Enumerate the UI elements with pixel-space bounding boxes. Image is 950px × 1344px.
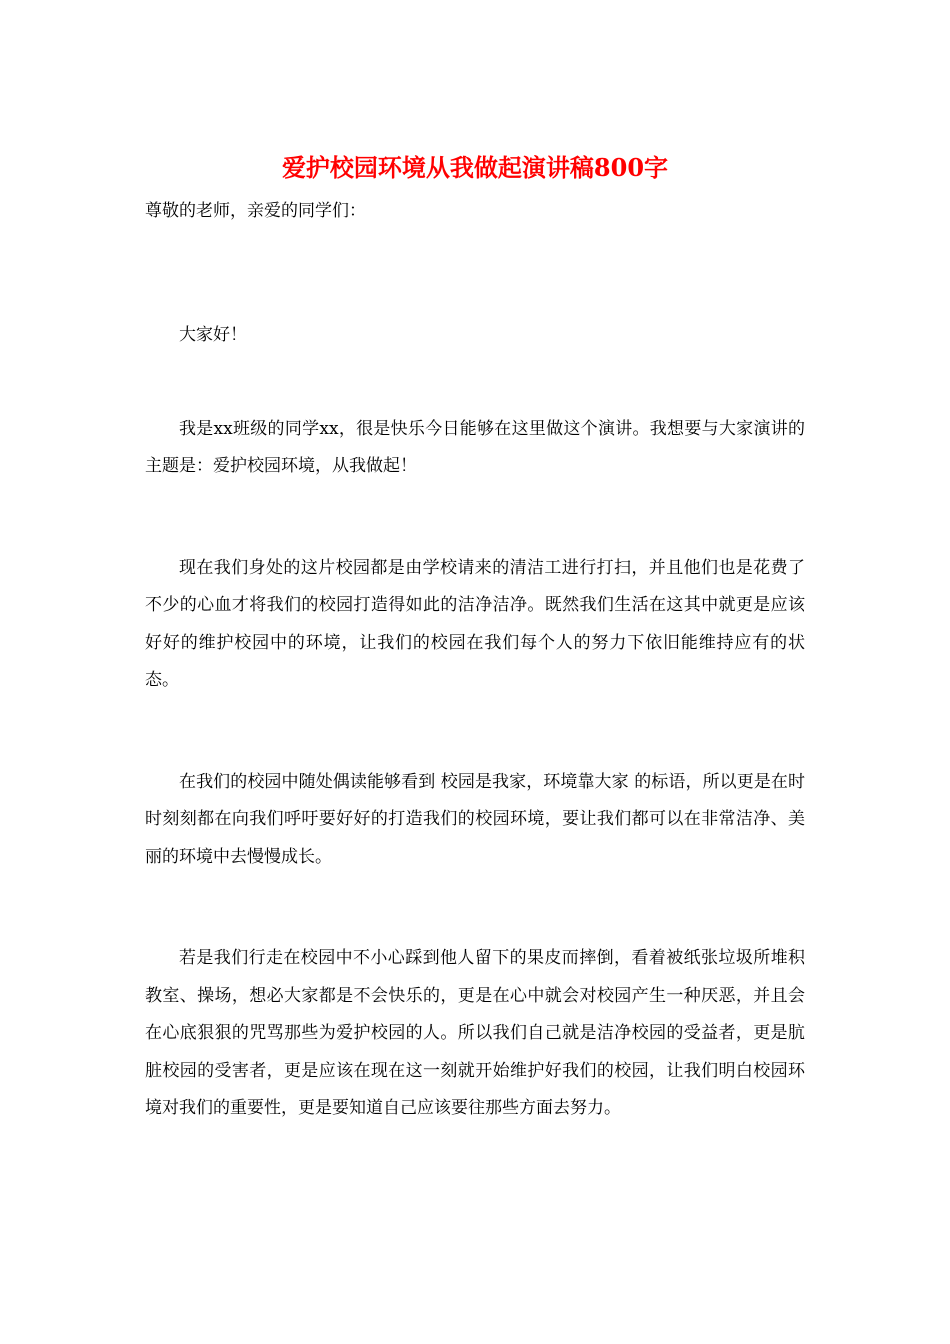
document-title: 爱护校园环境从我做起演讲稿800字 (281, 153, 669, 182)
salutation: 尊敬的老师，亲爱的同学们： (145, 201, 366, 221)
body-paragraph-1: 我是xx班级的同学xx，很是快乐今日能够在这里做这个演讲。我想要与大家演讲的主题是：爱护校园环境，从我做起！ (145, 418, 805, 476)
greeting: 大家好！ (179, 325, 247, 345)
body-paragraph-4: 若是我们行走在校园中不小心踩到他人留下的果皮而摔倒，看着被纸张垃圾所堆积教室、操场，想必大家都是不会快乐的，更是在心中就会对校园产生一种厌恶，并且会在心底狠狠的咒骂那些为爱护校园的人。所以我们自己就是洁净校园的受益者，更是肮脏校园的受害者，更是应该在现在这一刻就开始维护好我们的校园，让我们明白校园环境对我们的重要性，更是要知道自己应该要往那些方面去努力。 (145, 948, 805, 1118)
document-body (145, 196, 805, 1128)
body-paragraph-2: 现在我们身处的这片校园都是由学校请来的清洁工进行打扫，并且他们也是花费了不少的心血才将我们的校园打造得如此的洁净洁净。既然我们生活在这其中就更是应该好好的维护校园中的环境，让我们的校园在我们每个人的努力下依旧能维持应有的状态。 (145, 557, 805, 690)
body-paragraph-3: 在我们的校园中随处偶读能够看到 校园是我家，环境靠大家 的标语，所以更是在时时刻刻都在向我们呼吁要好好的打造我们的校园环境，要让我们都可以在非常洁净、美丽的环境中去慢慢成长。 (145, 771, 805, 867)
